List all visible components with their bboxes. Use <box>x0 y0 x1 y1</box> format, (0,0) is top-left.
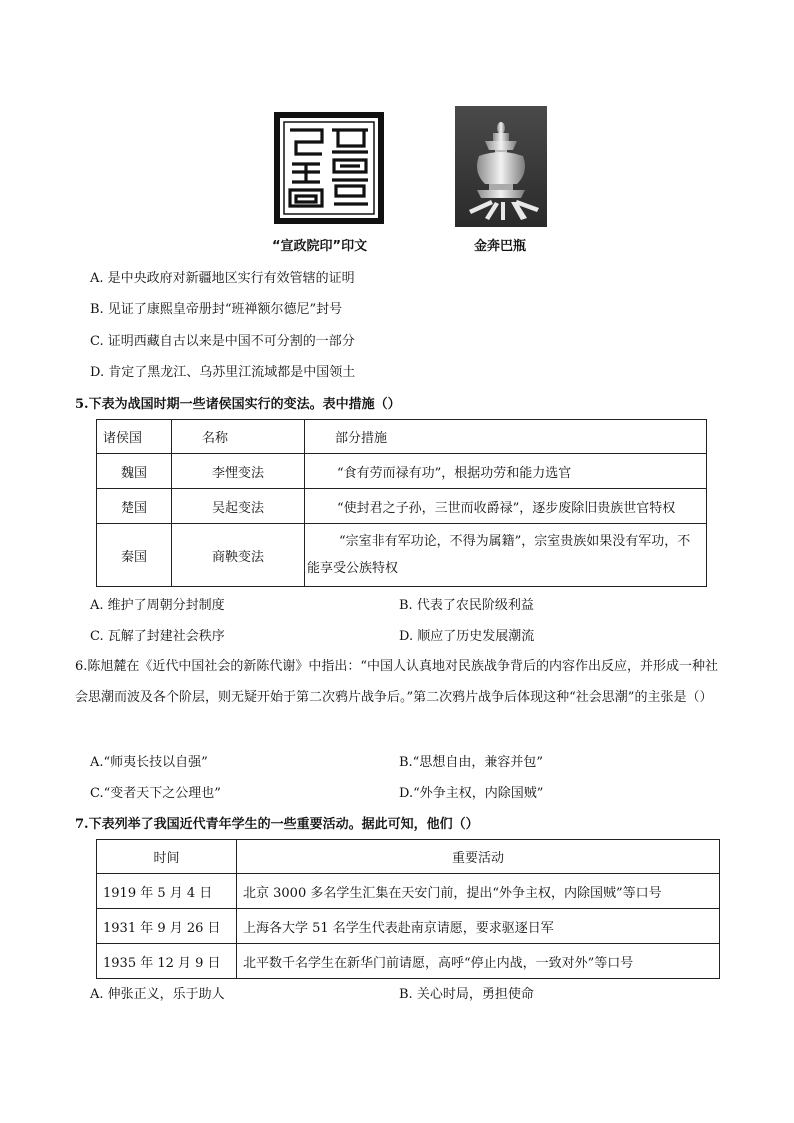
q6-option-a: A.“师夷长技以自强” <box>90 755 208 770</box>
seal-image <box>274 112 384 224</box>
q5-header-name: 名称 <box>172 420 305 454</box>
q6-option-c: C.“变者天下之公理也” <box>90 786 221 801</box>
q5-header-state: 诸侯国 <box>97 420 172 454</box>
table-row <box>97 944 720 979</box>
seal-icon <box>274 112 384 224</box>
q6-option-b: B.“思想自由，兼容并包” <box>399 755 543 770</box>
table-cell: 1919 年 5 月 4 日 <box>97 874 237 909</box>
q5-option-a: A. 维护了周朝分封制度 <box>90 598 225 613</box>
table-cell: 北平数千名学生在新华门前请愿，高呼“停止内战，一致对外”等口号 <box>237 944 720 979</box>
q7-option-b: B. 关心时局，勇担使命 <box>399 987 534 1002</box>
q6-stem: 6.陈旭麓在《近代中国社会的新陈代谢》中指出：“中国人认真地对民族战争背后的内容作出反应，并形成一种社会思潮而波及各个阶层，则无疑开始于第二次鸦片战争后。”第二次鸦片战争后体现这种“社会思潮”的主张是（） <box>75 659 719 705</box>
table-cell: “宗室非有军功论，不得为属籍”，宗室贵族如果没有军功，不能享受公族特权 <box>305 524 707 587</box>
vase-image <box>455 106 547 227</box>
q5-table <box>96 419 707 587</box>
table-cell: 吴起变法 <box>172 489 305 524</box>
table-cell: 楚国 <box>97 489 172 524</box>
table-cell: 秦国 <box>97 524 172 587</box>
table-cell: 1935 年 12 月 9 日 <box>97 944 237 979</box>
q4-option-d: D. 肯定了黑龙江、乌苏里江流域都是中国领土 <box>90 365 356 380</box>
q4-option-a: A. 是中央政府对新疆地区实行有效管辖的证明 <box>90 271 355 286</box>
q7-table <box>96 839 720 979</box>
q5-option-b: B. 代表了农民阶级利益 <box>399 598 534 613</box>
q6-option-d: D.“外争主权，内除国贼” <box>399 786 544 801</box>
q5-option-d: D. 顺应了历史发展潮流 <box>399 629 535 644</box>
q4-option-c: C. 证明西藏自古以来是中国不可分割的一部分 <box>90 334 355 349</box>
table-cell: 北京 3000 多名学生汇集在天安门前，提出“外争主权，内除国贼”等口号 <box>237 874 720 909</box>
table-cell: “使封君之子孙，三世而收爵禄”，逐步废除旧贵族世官特权 <box>305 489 707 524</box>
q7-header-time: 时间 <box>97 840 237 874</box>
q7-stem: 7.下表列举了我国近代青年学生的一些重要活动。据此可知，他们（） <box>75 817 479 832</box>
q7-header-activity: 重要活动 <box>237 840 720 874</box>
table-row <box>97 489 707 524</box>
vase-caption: 金奔巴瓶 <box>474 239 527 254</box>
table-cell: 魏国 <box>97 454 172 489</box>
table-cell: 商鞅变法 <box>172 524 305 587</box>
table-cell: 李悝变法 <box>172 454 305 489</box>
table-row <box>97 524 707 587</box>
table-row <box>97 874 720 909</box>
q5-option-c: C. 瓦解了封建社会秩序 <box>90 629 225 644</box>
seal-caption: “宣政院印”印文 <box>272 239 368 254</box>
table-row <box>97 909 720 944</box>
q4-option-b: B. 见证了康熙皇帝册封“班禅额尔德尼”封号 <box>90 302 343 317</box>
golden-urn-icon <box>455 106 547 227</box>
q5-stem: 5.下表为战国时期一些诸侯国实行的变法。表中措施（） <box>75 397 401 412</box>
table-cell: 上海各大学 51 名学生代表赴南京请愿，要求驱逐日军 <box>237 909 720 944</box>
table-row <box>97 454 707 489</box>
table-cell: 1931 年 9 月 26 日 <box>97 909 237 944</box>
table-cell: “食有劳而禄有功”，根据功劳和能力选官 <box>305 454 707 489</box>
q5-header-measures: 部分措施 <box>305 420 707 454</box>
q7-option-a: A. 伸张正义，乐于助人 <box>90 987 225 1002</box>
